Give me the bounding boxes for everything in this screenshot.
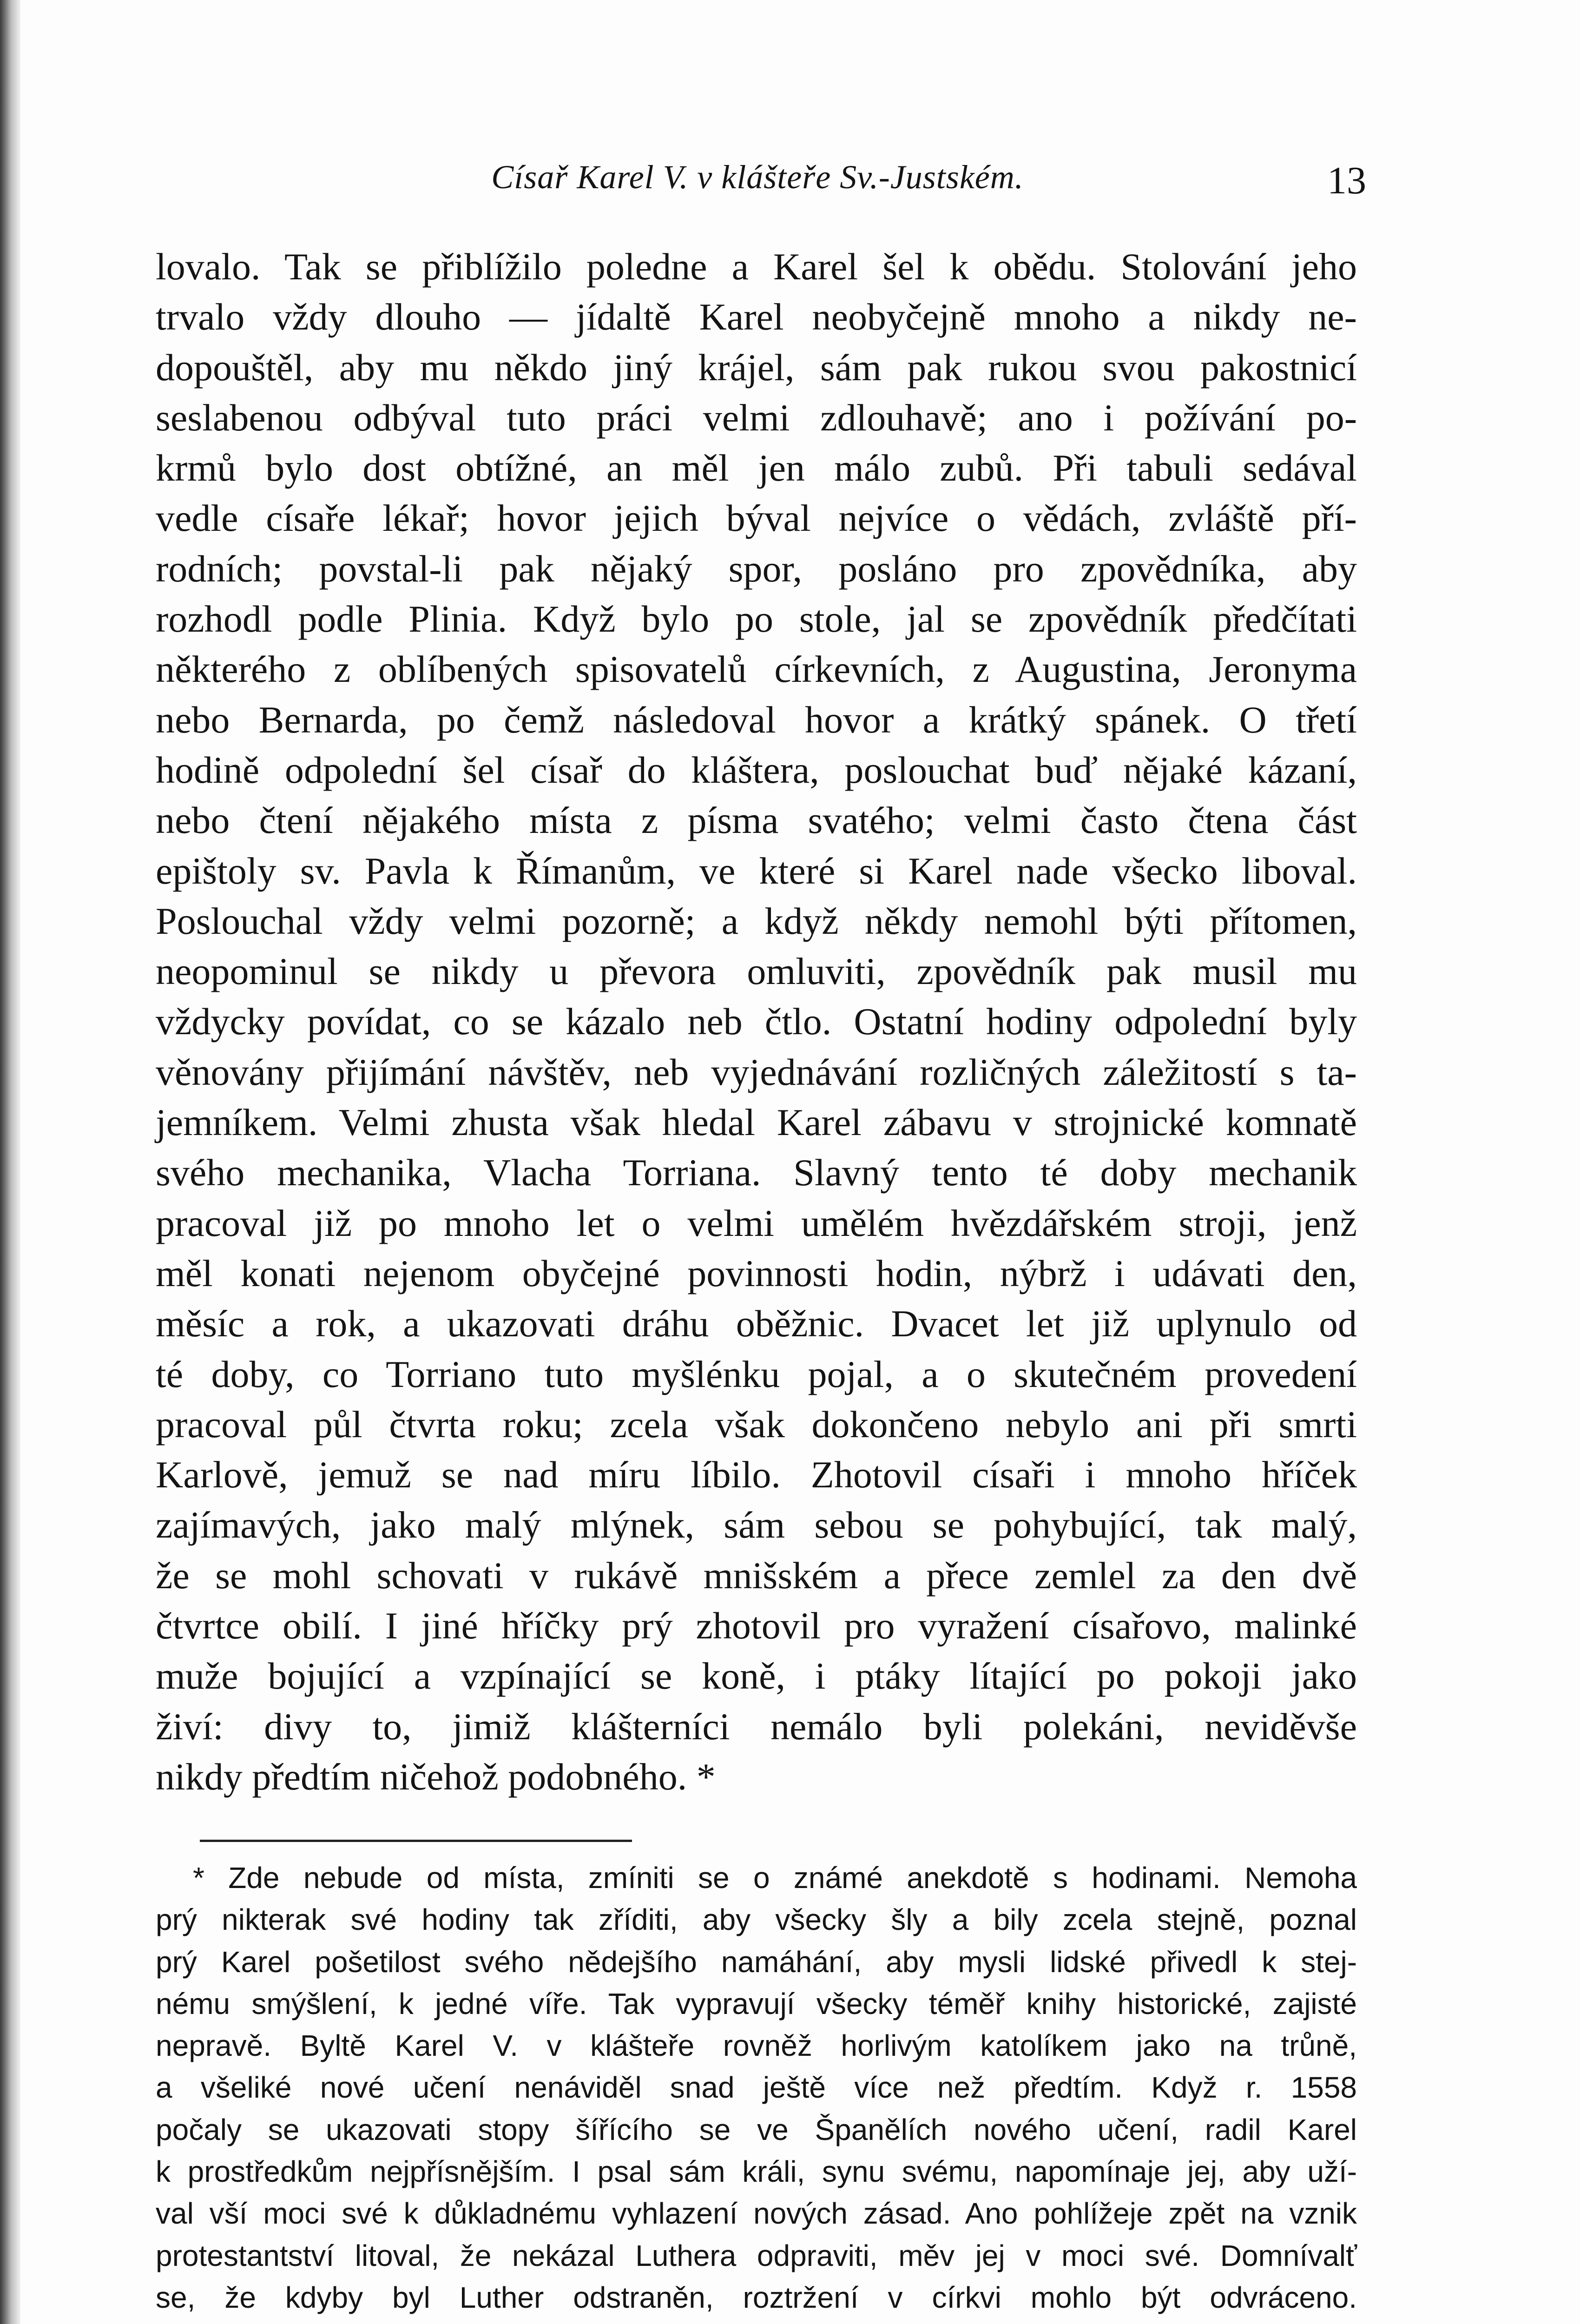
text-line: svého mechanika, Vlacha Torriana. Slavný tento té doby mechanik bbox=[156, 1151, 1357, 1194]
text-line: měsíc a rok, a ukazovati dráhu oběžnic. Dvacet let již uplynulo od bbox=[156, 1302, 1357, 1345]
text-line: rodních; povstal-li pak nějaký spor, posláno pro zpovědníka, aby bbox=[156, 547, 1357, 590]
footnote-line: nému smýšlení, k jedné víře. Tak vypravují všecky téměř knihy historické, zajisté bbox=[156, 1987, 1357, 2020]
footnote-divider bbox=[200, 1840, 632, 1842]
text-line: zajímavých, jako malý mlýnek, sám sebou se pohybující, tak malý, bbox=[156, 1504, 1357, 1546]
footnote-line: val vší moci své k důkladnému vyhlazení nových zásad. Ano pohlížeje zpět na vznik bbox=[156, 2197, 1357, 2231]
text-line: vedle císaře lékař; hovor jejich býval nejvíce o vědách, zvláště pří- bbox=[156, 497, 1357, 540]
footnote-line: počaly se ukazovati stopy šířícího se ve Španělích nového učení, radil Karel bbox=[156, 2113, 1357, 2146]
running-header: Císař Karel V. v klášteře Sv.-Justském. bbox=[491, 158, 1024, 196]
text-line: čtvrtce obilí. I jiné hříčky prý zhotovil pro vyražení císařovo, malinké bbox=[156, 1604, 1357, 1647]
footnote-line: prý Karel pošetilost svého nědejšího namáhání, aby mysli lidské přivedl k stej- bbox=[156, 1945, 1357, 1979]
text-line: nebo Bernarda, po čemž následoval hovor a krátký spánek. O třetí bbox=[156, 698, 1357, 741]
text-line: neopominul se nikdy u převora omluviti, zpovědník pak musil mu bbox=[156, 950, 1357, 993]
body-text bbox=[156, 242, 1357, 1802]
footnote-line: nepravě. Byltě Karel V. v klášteře rovněž horlivým katolíkem jako na trůně, bbox=[156, 2029, 1357, 2063]
text-line: pracoval již po mnoho let o velmi umělém hvězdářském stroji, jenž bbox=[156, 1202, 1357, 1244]
text-line: nebo čtení nějakého místa z písma svatého; velmi často čtena část bbox=[156, 799, 1357, 842]
footnote bbox=[156, 1857, 1357, 2318]
text-line: muže bojující a vzpínající se koně, i ptáky lítající po pokoji jako bbox=[156, 1655, 1357, 1697]
footnote-line: a všeliké nové učení nenáviděl snad ještě více než předtím. Když r. 1558 bbox=[156, 2071, 1357, 2105]
text-line: nikdy předtím ničehož podobného. * bbox=[156, 1755, 716, 1798]
text-line: Karlově, jemuž se nad míru líbilo. Zhotovil císaři i mnoho hříček bbox=[156, 1453, 1357, 1496]
text-line: že se mohl schovati v rukávě mnišském a přece zemlel za den dvě bbox=[156, 1554, 1357, 1597]
footnote-line: prý nikterak své hodiny tak zříditi, aby všecky šly a bily zcela stejně, poznal bbox=[156, 1903, 1357, 1937]
text-line: měl konati nejenom obyčejné povinnosti hodin, nýbrž i udávati den, bbox=[156, 1252, 1357, 1294]
footnote-line: * Zde nebude od místa, zmíniti se o známé anekdotě s hodinami. Nemoha bbox=[193, 1861, 1357, 1895]
text-line: jemníkem. Velmi zhusta však hledal Karel zábavu v strojnické komnatě bbox=[156, 1101, 1357, 1144]
text-line: některého z oblíbených spisovatelů církevních, z Augustina, Jeronyma bbox=[156, 648, 1357, 691]
text-line: pracoval půl čtvrta roku; zcela však dokončeno nebylo ani při smrti bbox=[156, 1403, 1357, 1446]
text-line: hodině odpolední šel císař do kláštera, poslouchat buď nějaké kázaní, bbox=[156, 748, 1357, 791]
footnote-line: se, že kdyby byl Luther odstraněn, roztržení v církvi mohlo být odvráceno. bbox=[156, 2280, 1357, 2314]
text-line: dopouštěl, aby mu někdo jiný krájel, sám pak rukou svou pakostnicí bbox=[156, 346, 1357, 389]
text-line: trvalo vždy dlouho — jídaltě Karel neobyčejně mnoho a nikdy ne- bbox=[156, 296, 1357, 338]
text-line: věnovány přijímání návštěv, neb vyjednávání rozličných záležitostí s ta- bbox=[156, 1050, 1357, 1093]
text-line: krmů bylo dost obtížné, an měl jen málo zubů. Při tabuli sedával bbox=[156, 447, 1357, 489]
page-number: 13 bbox=[1327, 159, 1366, 202]
text-line: té doby, co Torriano tuto myšlénku pojal, a o skutečném provedení bbox=[156, 1353, 1357, 1395]
book-spine-edge bbox=[0, 0, 20, 2324]
text-line: vždycky povídat, co se kázalo neb čtlo. Ostatní hodiny odpolední byly bbox=[156, 1000, 1357, 1043]
footnote-line: k prostředkům nejpřísnějším. I psal sám králi, synu svému, napomínaje jej, aby uží- bbox=[156, 2155, 1357, 2189]
text-line: živí: divy to, jimiž klášterníci nemálo byli polekáni, neviděvše bbox=[156, 1705, 1357, 1748]
text-line: seslabenou odbýval tuto práci velmi zdlouhavě; ano i požívání po- bbox=[156, 396, 1357, 439]
text-line: Poslouchal vždy velmi pozorně; a když někdy nemohl býti přítomen, bbox=[156, 899, 1357, 942]
text-line: epištoly sv. Pavla k Římanům, ve které si Karel nade všecko liboval. bbox=[156, 849, 1357, 892]
text-line: lovalo. Tak se přiblížilo poledne a Karel šel k obědu. Stolování jeho bbox=[156, 245, 1357, 288]
footnote-line: protestantství litoval, že nekázal Luthera odpraviti, měv jej v moci své. Domnívalť bbox=[156, 2238, 1357, 2272]
text-line: rozhodl podle Plinia. Když bylo po stole, jal se zpovědník předčítati bbox=[156, 598, 1357, 640]
